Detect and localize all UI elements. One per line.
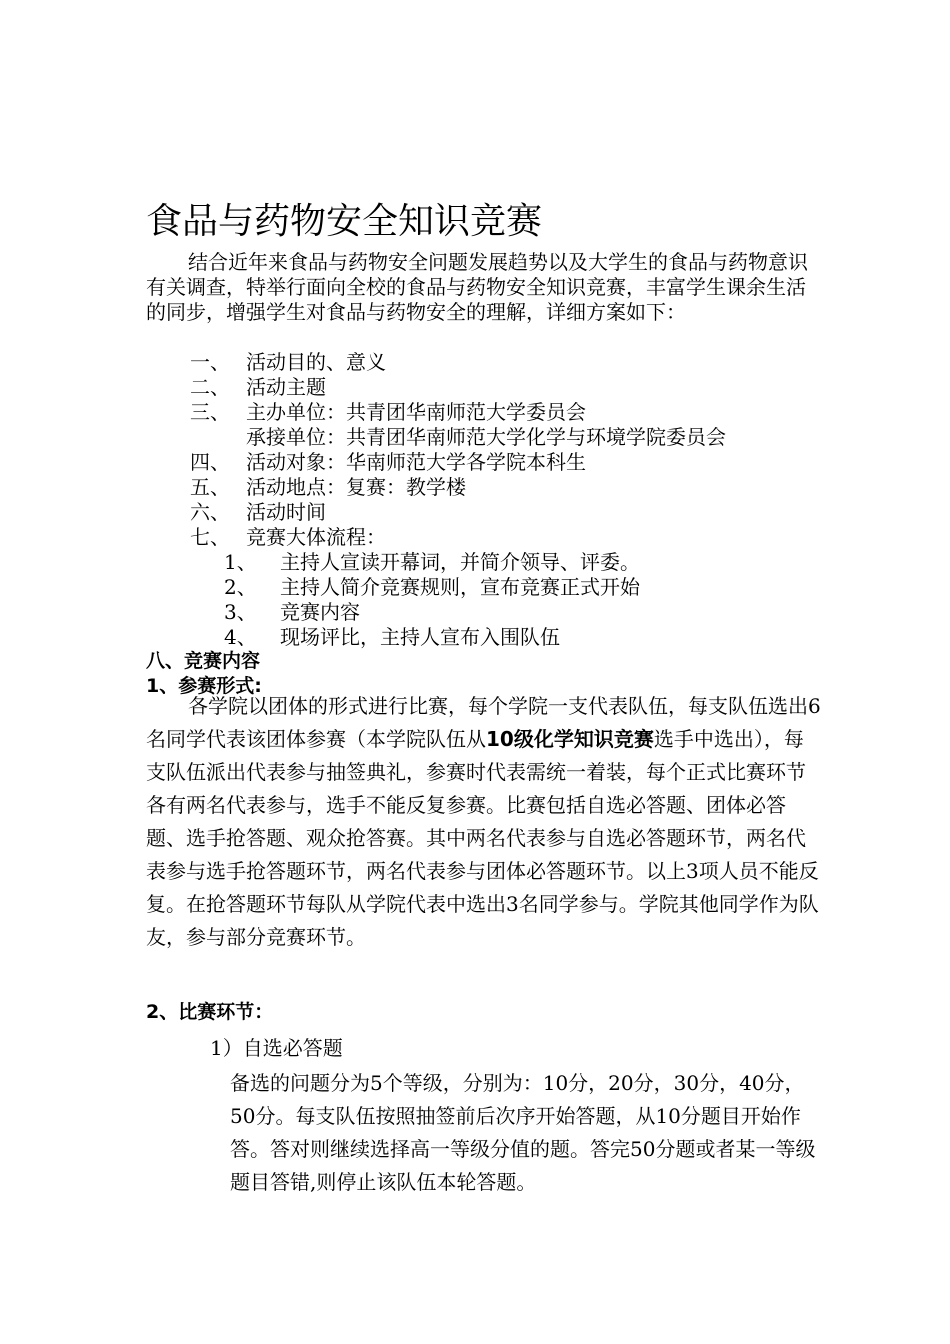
outline-item (190, 525, 386, 550)
participation-text-a: 各学院以团体的形式进行比赛，每个学院一支代表队伍，每支队伍选出6名同学代表该团体参赛（本学院队伍从 (146, 694, 821, 751)
outline-text: 活动地点：复赛：教学楼 (246, 475, 466, 499)
subsection-heading: 1、参赛形式: (146, 675, 262, 697)
outline-item (190, 375, 326, 400)
outline-text: 活动主题 (246, 375, 326, 399)
item-paragraph: 备选的问题分为5个等级，分别为：10分，20分，30分，40分，50分。每支队伍按照抽签前后次序开始答题，从10分题目开始作答。答对则继续选择高一等级分值的题。答完50分题或者某一等级题目答错,则停止该队伍本轮答题。 (230, 1071, 816, 1194)
flow-item (224, 575, 640, 600)
flow-number: 3、 (224, 600, 257, 624)
flow-item (224, 550, 640, 575)
document-title: 食品与药物安全知识竞赛 (146, 201, 543, 242)
outline-item (190, 500, 326, 525)
flow-text: 现场评比，主持人宣布入围队伍 (280, 625, 560, 649)
flow-text: 主持人宣读开幕词，并简介领导、评委。 (280, 550, 640, 574)
flow-number: 1、 (224, 550, 257, 574)
item-heading: 1）自选必答题 (210, 1036, 343, 1060)
outline-number: 七、 (190, 525, 230, 549)
outline-item (190, 350, 386, 375)
flow-item (224, 625, 560, 650)
section-heading: 八、竞赛内容 (146, 650, 261, 672)
outline-text: 主办单位：共青团华南师范大学委员会 (246, 400, 586, 424)
flow-number: 2、 (224, 575, 257, 599)
outline-text: 活动目的、意义 (246, 350, 386, 374)
participation-paragraph (146, 690, 822, 954)
outline-text: 活动时间 (246, 500, 326, 524)
outline-number: 一、 (190, 350, 230, 374)
outline-number: 四、 (190, 450, 230, 474)
subsection-heading: 2、比赛环节： (146, 1001, 274, 1023)
flow-text: 主持人简介竞赛规则，宣布竞赛正式开始 (280, 575, 640, 599)
outline-number: 三、 (190, 400, 230, 424)
outline-text: 承接单位：共青团华南师范大学化学与环境学院委员会 (246, 425, 726, 449)
intro-text: 结合近年来食品与药物安全问题发展趋势以及大学生的食品与药物意识有关调查，特举行面向全校的食品与药物安全知识竞赛，丰富学生课余生活的同步，增强学生对食品与药物安全的理解，详细方案如下： (146, 250, 808, 324)
outline-item (190, 475, 466, 500)
flow-item (224, 600, 360, 625)
outline-item (190, 425, 726, 450)
intro-paragraph (146, 250, 816, 325)
outline-number: 五、 (190, 475, 230, 499)
flow-number: 4、 (224, 625, 257, 649)
participation-text-b: 选手中选出），每支队伍派出代表参与抽签典礼，参赛时代表需统一着装，每个正式比赛环节各有两名代表参与，选手不能反复参赛。比赛包括自选必答题、团体必答题、选手抢答题、观众抢答赛。其中两名代表参与自选必答题环节，两名代表参与选手抢答题环节，两名代表参与团体必答题环节。以上3项人员不能反复。在抢答题环节每队从学院代表中选出3名同学参与。学院其他同学作为队友，参与部分竞赛环节。 (146, 727, 819, 949)
outline-number: 六、 (190, 500, 230, 524)
flow-text: 竞赛内容 (280, 600, 360, 624)
outline-text: 活动对象：华南师范大学各学院本科生 (246, 450, 586, 474)
outline-number: 二、 (190, 375, 230, 399)
outline-item (190, 400, 586, 425)
participation-text-bold: 10级化学知识竞赛 (486, 727, 654, 751)
outline-text: 竞赛大体流程： (246, 525, 386, 549)
outline-item (190, 450, 586, 475)
